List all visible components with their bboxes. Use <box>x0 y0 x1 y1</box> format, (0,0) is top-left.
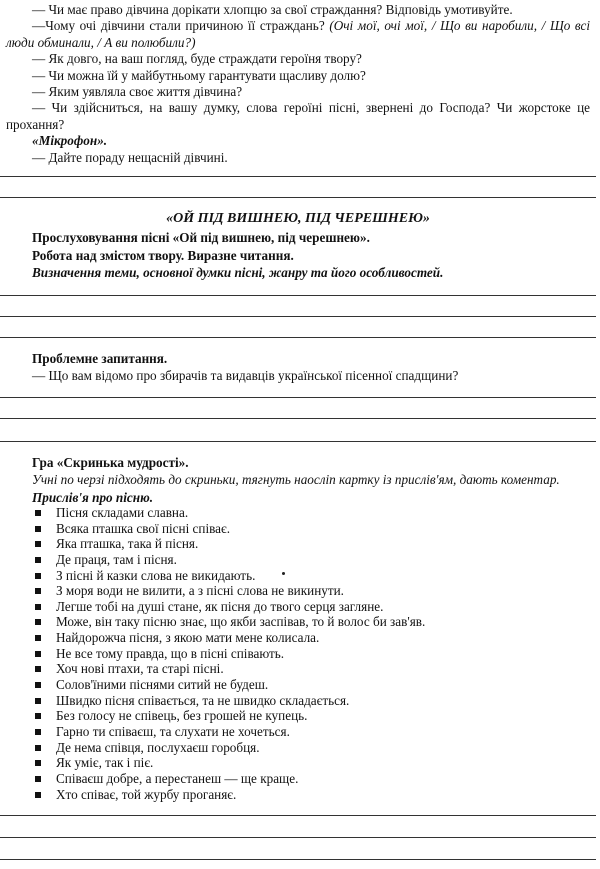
question-3: — Як довго, на ваш погляд, буде страждати героїня твору? <box>32 51 362 67</box>
bullet-icon <box>35 745 41 751</box>
list-item: Співаєш добре, а перестанеш — ще краще. <box>33 771 593 787</box>
list-item: Може, він таку пісню знає, що якби заспівав, то й волос би зав'яв. <box>33 614 593 630</box>
bullet-icon <box>35 792 41 798</box>
list-item: Де нема співця, послухаєш горобця. <box>33 740 593 756</box>
answer-line <box>0 337 596 338</box>
reading-task: Робота над змістом твору. Виразне читання. <box>32 247 294 263</box>
list-item: З моря води не вилити, а з пісні слова не викинути. <box>33 583 593 599</box>
proverbs-list <box>33 505 593 802</box>
list-item: Найдорожча пісня, з якою мати мене колисала. <box>33 630 593 646</box>
bullet-icon <box>35 510 41 516</box>
listening-task: Прослуховування пісні «Ой під вишнею, під черешнею». <box>32 230 370 246</box>
bullet-icon <box>35 729 41 735</box>
problem-question-heading: Проблемне запитання. <box>32 351 168 366</box>
question-1: — Чи має право дівчина дорікати хлопцю за свої страждання? Відповідь умотивуйте. <box>32 2 513 17</box>
list-item: Хоч нові птахи, та старі пісні. <box>33 661 593 677</box>
list-item: Без голосу не співець, без грошей не купець. <box>33 708 593 724</box>
song-quote: (Очі мої, очі мої, / Що ви наробили, / Що всі люди обминали, / А ви полюбили?) <box>6 18 590 50</box>
answer-line <box>0 176 596 177</box>
list-item: Всяка пташка свої пісні співає. <box>33 521 593 537</box>
list-item: З пісні й казки слова не викидають. <box>33 568 593 584</box>
bullet-icon <box>35 651 41 657</box>
bullet-icon <box>35 776 41 782</box>
bullet-icon <box>35 604 41 610</box>
list-item: Солов'їними піснями ситий не будеш. <box>33 677 593 693</box>
question-5: — Яким уявляла своє життя дівчина? <box>32 84 243 100</box>
microphone-task: — Дайте пораду нещасній дівчині. <box>32 149 228 165</box>
list-item: Хто співає, той журбу проганяє. <box>33 787 593 803</box>
bullet-icon <box>35 760 41 766</box>
answer-line <box>0 441 596 442</box>
bullet-icon <box>35 713 41 719</box>
answer-line <box>0 316 596 317</box>
list-item: Пісня складами славна. <box>33 505 593 521</box>
answer-line <box>0 418 596 419</box>
bullet-icon <box>35 557 41 563</box>
bullet-icon <box>35 635 41 641</box>
bullet-icon <box>35 541 41 547</box>
question-4: — Чи можна їй у майбутньому гарантувати щасливу долю? <box>32 67 366 83</box>
bullet-icon <box>35 588 41 594</box>
proverbs-heading: Прислів'я про пісню. <box>32 489 154 505</box>
question-2: —Чому очі дівчини стали причиною її страждань? (Очі мої, очі мої, / Що ви наробили, / Що всі люди обминали, / А ви полюбили?) <box>6 18 590 50</box>
bullet-icon <box>35 526 41 532</box>
list-item: Легше тобі на душі стане, як пісня до твого серця загляне. <box>33 599 593 615</box>
list-item: Гарно ти співаєш, та слухати не хочеться. <box>33 724 593 740</box>
bullet-icon <box>35 698 41 704</box>
answer-line <box>0 837 596 838</box>
microphone-heading: «Мікрофон». <box>32 133 108 149</box>
problem-question: — Що вам відомо про збирачів та видавців української пісенної спадщини? <box>32 368 459 384</box>
game-instruction: Учні по черзі підходять до скриньки, тягнуть наосліп картку із прислів'ям, дають коментар. <box>32 472 560 488</box>
bullet-icon <box>35 666 41 672</box>
wisdom-box-game <box>6 455 590 506</box>
theme-task: Визначення теми, основної думки пісні, жанру та його особливостей. <box>32 265 444 281</box>
scan-speck <box>282 572 285 575</box>
answer-line <box>0 815 596 816</box>
list-item: Де праця, там і пісня. <box>33 552 593 568</box>
list-item: Швидко пісня співається, та не швидко складається. <box>33 693 593 709</box>
list-item: Не все тому правда, що в пісні співають. <box>33 646 593 662</box>
song-section <box>6 211 590 282</box>
list-item: Яка пташка, така й пісня. <box>33 536 593 552</box>
question-6: — Чи здійсниться, на вашу думку, слова героїні пісні, звернені до Господа? Чи жорстоке це прохання? <box>6 100 590 132</box>
bullet-icon <box>35 573 41 579</box>
answer-line <box>0 197 596 198</box>
answer-line <box>0 295 596 296</box>
discussion-questions <box>6 2 590 166</box>
answer-line <box>0 397 596 398</box>
song-title: «ОЙ ПІД ВИШНЕЮ, ПІД ЧЕРЕШНЕЮ» <box>166 211 430 226</box>
answer-line <box>0 859 596 860</box>
game-heading: Гра «Скринька мудрості». <box>32 455 189 470</box>
bullet-icon <box>35 619 41 625</box>
bullet-icon <box>35 682 41 688</box>
problem-question-section <box>6 351 590 385</box>
list-item: Як уміє, так і піє. <box>33 755 593 771</box>
